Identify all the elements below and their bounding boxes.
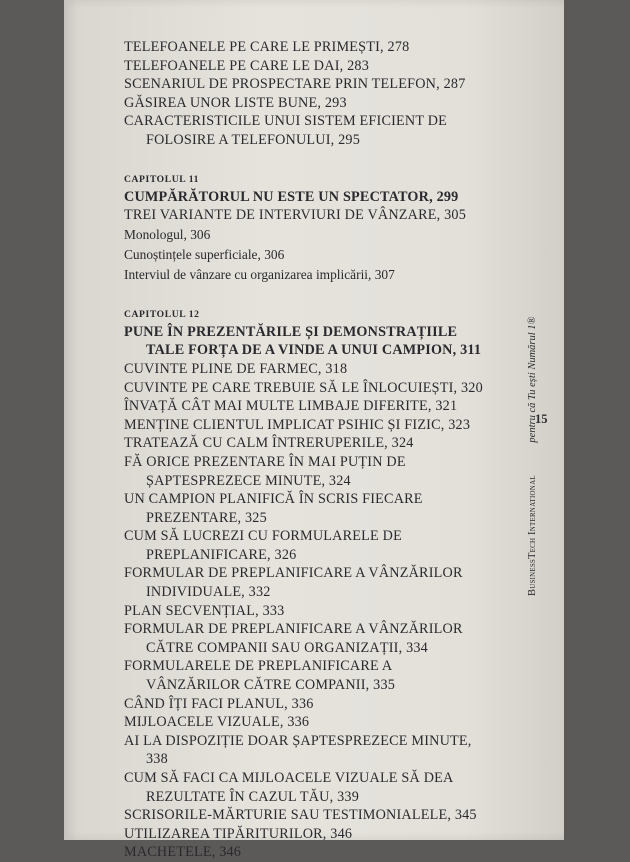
toc-entry: SCENARIUL DE PROSPECTARE PRIN TELEFON, 287 xyxy=(124,76,466,93)
chapter-11-label: CAPITOLUL 11 xyxy=(124,173,199,185)
series-name: pentru că Tu ești Numărul 1® xyxy=(527,316,538,443)
toc-subentry: Monologul, 306 xyxy=(124,226,211,242)
toc-entry: FORMULARELE DE PREPLANIFICARE A VÂNZĂRILOR CĂTRE COMPANII, 335 xyxy=(124,658,396,694)
toc-entry: MIJLOACELE VIZUALE, 336 xyxy=(124,714,310,731)
toc-subentry: Cunoștințele superficiale, 306 xyxy=(124,246,285,262)
publisher-name: BusinessTech International xyxy=(527,475,538,596)
toc-entry: TELEFOANELE PE CARE LE PRIMEȘTI, 278 xyxy=(124,39,410,55)
table-of-contents xyxy=(124,38,484,862)
toc-entry: CARACTERISTICILE UNUI SISTEM EFICIENT DE FOLOSIRE A TELEFONULUI, 295 xyxy=(124,113,448,148)
toc-entry: TELEFOANELE PE CARE LE DAI, 283 xyxy=(124,57,369,74)
toc-entry: CUVINTE PE CARE TREBUIE SĂ LE ÎNLOCUIEȘTI, 320 xyxy=(124,379,483,396)
toc-entry: FORMULAR DE PREPLANIFICARE A VÂNZĂRILOR INDIVIDUALE, 332 xyxy=(124,565,463,601)
toc-entry: CUM SĂ FACI CA MIJLOACELE VIZUALE SĂ DEA REZULTATE ÎN CAZUL TĂU, 339 xyxy=(124,770,453,805)
chapter-11-title: CUMPĂRĂTORUL NU ESTE UN SPECTATOR, 299 xyxy=(124,188,459,205)
toc-entry: SCRISORILE-MĂRTURIE SAU TESTIMONIALELE, 345 xyxy=(124,807,477,824)
toc-entry: UN CAMPION PLANIFICĂ ÎN SCRIS FIECARE PREZENTARE, 325 xyxy=(124,491,423,526)
toc-entry: CUM SĂ LUCREZI CU FORMULARELE DE PREPLANIFICARE, 326 xyxy=(124,528,402,563)
toc-entry: ÎNVAȚĂ CÂT MAI MULTE LIMBAJE DIFERITE, 321 xyxy=(124,398,458,415)
chapter-12-title: PUNE ÎN PREZENTĂRILE ȘI DEMONSTRAȚIILE TALE FORȚA DE A VINDE A UNUI CAMPION, 311 xyxy=(124,323,482,359)
toc-subentry: Interviul de vânzare cu organizarea implicării, 307 xyxy=(124,266,395,282)
toc-entry: GĂSIREA UNOR LISTE BUNE, 293 xyxy=(124,94,347,111)
toc-entry: FORMULAR DE PREPLANIFICARE A VÂNZĂRILOR CĂTRE COMPANII SAU ORGANIZAȚII, 334 xyxy=(124,621,463,656)
toc-entry: TREI VARIANTE DE INTERVIURI DE VÂNZARE, 305 xyxy=(124,207,467,224)
page-number: 15 xyxy=(535,412,548,426)
toc-entry: PLAN SECVENȚIAL, 333 xyxy=(124,602,285,619)
toc-entry: CUVINTE PLINE DE FARMEC, 318 xyxy=(124,360,348,377)
toc-entry: AI LA DISPOZIȚIE DOAR ȘAPTESPREZECE MINUTE, 338 xyxy=(124,732,472,768)
chapter-12-label: CAPITOLUL 12 xyxy=(124,308,200,320)
book-page xyxy=(64,0,564,861)
toc-entry: UTILIZAREA TIPĂRITURILOR, 346 xyxy=(124,825,353,842)
toc-entry: MACHETELE, 346 xyxy=(124,844,242,861)
toc-entry: FĂ ORICE PREZENTARE ÎN MAI PUȚIN DE ȘAPTESPREZECE MINUTE, 324 xyxy=(124,453,406,489)
toc-entry: MENȚINE CLIENTUL IMPLICAT PSIHIC ȘI FIZIC, 323 xyxy=(124,416,471,433)
toc-entry: TRATEAZĂ CU CALM ÎNTRERUPERILE, 324 xyxy=(124,435,414,452)
side-running-title xyxy=(527,316,538,596)
toc-entry: CÂND ÎȚI FACI PLANUL, 336 xyxy=(124,695,314,712)
